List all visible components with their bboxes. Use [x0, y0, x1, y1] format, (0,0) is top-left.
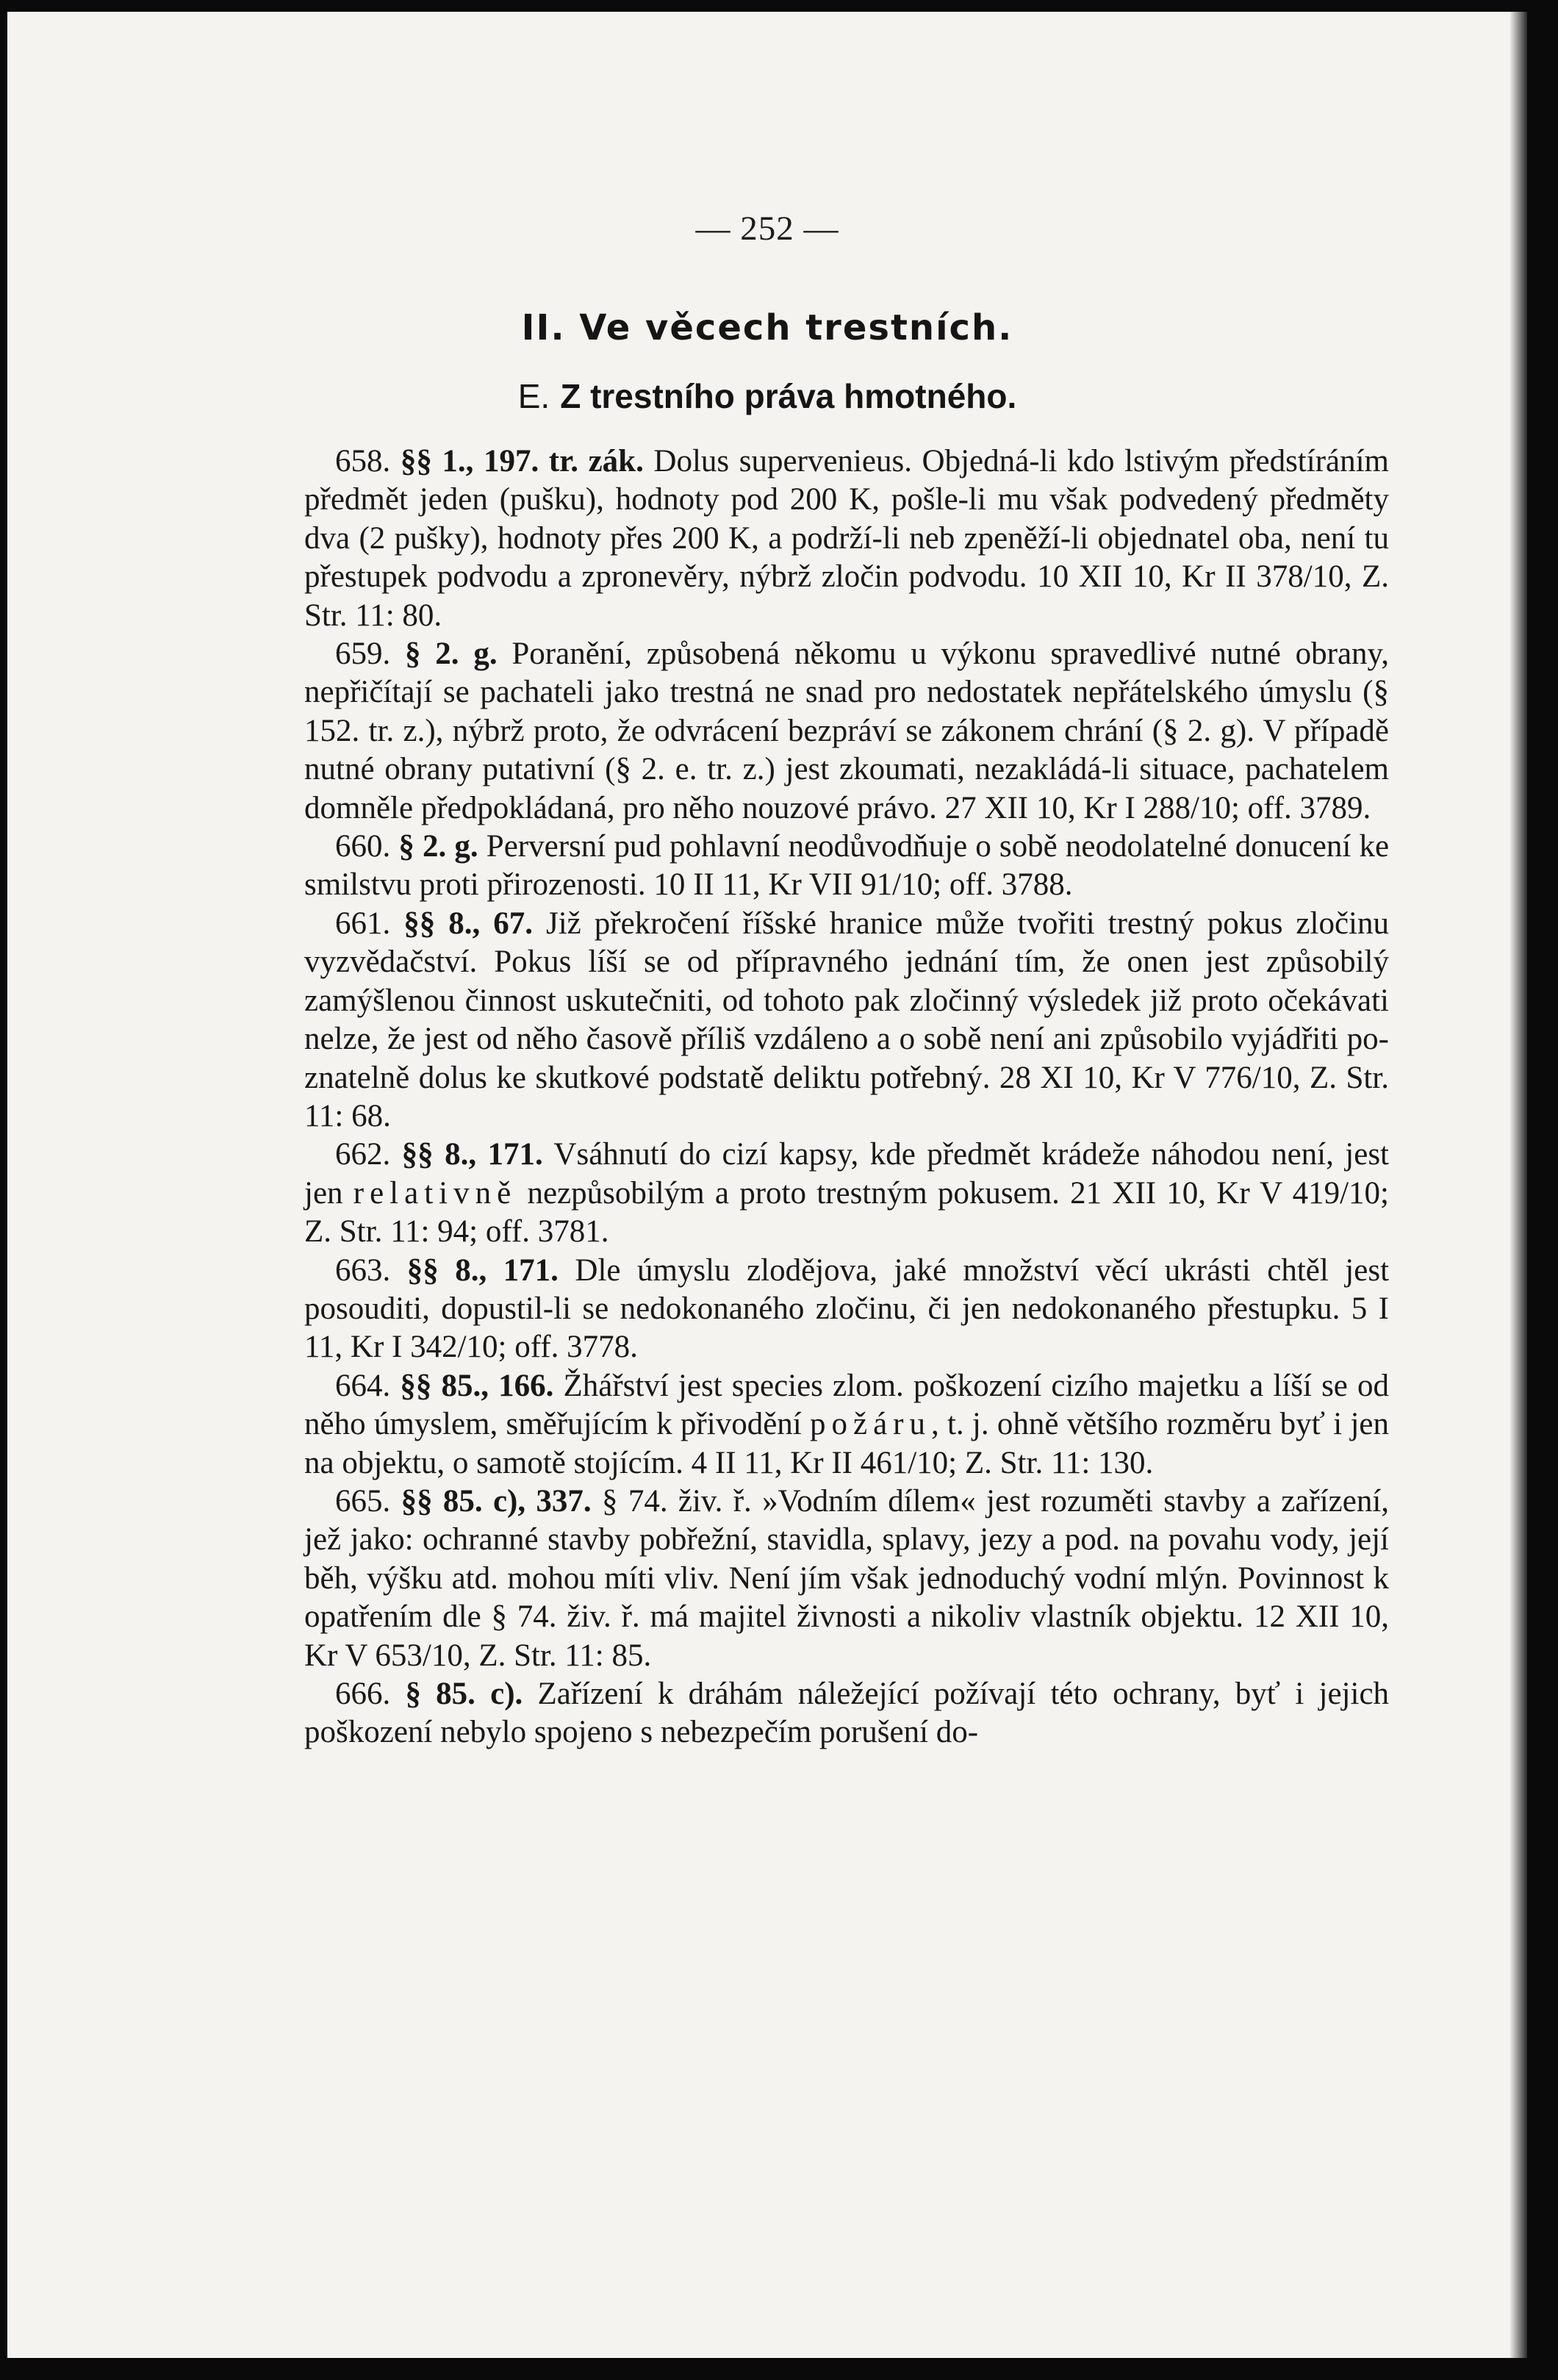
- entry-number: 665.: [335, 1483, 391, 1519]
- entry-text: Zařízení k dráhám náležející požívají této ochrany, byť i jejich poškození nebylo spojeno s nebezpečím porušení do-: [304, 1677, 1390, 1750]
- page-edge-shadow: [1509, 12, 1527, 2358]
- entry-number: 660.: [335, 829, 391, 864]
- entry-number: 659.: [335, 637, 391, 672]
- subsection-letter: E.: [517, 377, 550, 415]
- entry-text: , t. j. ohně většího rozměru byť i jen na objektu, o samotě stojícím. 4 II 11, Kr II 461/10; Z. Str. 11: 130.: [304, 1407, 1389, 1480]
- subsection-title: [7, 376, 1527, 416]
- entry-number: 666.: [335, 1677, 391, 1711]
- entry-662: [304, 1136, 1389, 1251]
- entry-text: Dolus supervenieus. Objedná-li kdo lstivým předstíráním předmět jeden (pušku), hodnoty pod 200 K, pošle-li mu však podvedený předměty dva (2 pušky), hodnoty přes 200 K, a podrží-li neb zpeněží-li objednatel oba, není tu přestupek podvodu a zpronevěry, nýbrž zločin podvodu. 10 XII 10, Kr II 378/10, Z. Str. 11: 80.: [304, 444, 1390, 633]
- entry-reference: §§ 85. c), 337.: [401, 1483, 592, 1519]
- entry-number: 662.: [335, 1137, 391, 1172]
- entry-text: Již překročení říšské hranice může tvořiti trestný pokus zločinu vyzvědačství. Pokus líší se od přípravného jednání tím, že onen jest způsobilý zamýšlenou činnost uskutečniti, od tohoto pak zločinný výsledek již proto očekávati nelze, že jest od něho časově příliš vzdáleno a o sobě není ani způsobilo vyjádřiti poznatelně dolus ke skutkové podstatě deliktu potřebný. 28 XI 10, Kr V 776/10, Z. Str. 11: 68.: [304, 906, 1389, 1133]
- entry-reference: § 2. g.: [398, 829, 478, 864]
- entry-665: [304, 1483, 1389, 1675]
- entry-text: Dle úmyslu zlodějova, jaké množství věcí ukrásti chtěl jest posouditi, dopustil-li se nedokonaného zločinu, či jen nedokonaného přestupku. 5 I 11, Kr I 342/10; off. 3778.: [304, 1252, 1390, 1365]
- entry-666: [304, 1675, 1389, 1752]
- entry-text: Perversní pud pohlavní neodůvodňuje o sobě neodolatelné donucení ke smilstvu proti přirozenosti. 10 II 11, Kr VII 91/10; off. 3788.: [304, 829, 1390, 903]
- entry-reference: §§ 8., 67.: [403, 906, 533, 941]
- entry-663: [304, 1252, 1389, 1367]
- entry-658: [304, 442, 1389, 635]
- subsection-title-text: Z trestního práva hmotného.: [560, 377, 1017, 415]
- entry-reference: § 2. g.: [405, 637, 498, 672]
- entry-661: [304, 905, 1389, 1136]
- entry-text: § 74. živ. ř. »Vodním dílem« jest rozuměti stavby a zařízení, jež jako: ochranné stavby pobřežní, stavidla, splavy, jezy a pod. na povahu vody, její běh, výšku atd. mohou míti vliv. Není jím však jednoduchý vodní mlýn. Povinnost k opatřením dle § 74. živ. ř. má majitel živnosti a nikoliv vlastník objektu. 12 XII 10, Kr V 653/10, Z. Str. 11: 85.: [304, 1483, 1390, 1673]
- entry-664: [304, 1367, 1389, 1483]
- page-number: — 252 —: [695, 209, 839, 248]
- entry-reference: §§ 85., 166.: [400, 1368, 554, 1403]
- entry-reference: §§ 8., 171.: [406, 1252, 559, 1288]
- entry-spaced-word: relativně: [353, 1175, 517, 1211]
- entry-660: [304, 828, 1389, 905]
- book-page: [7, 12, 1527, 2358]
- entry-spaced-word: požáru: [809, 1407, 931, 1442]
- entry-reference: §§ 1., 197. tr. zák.: [400, 444, 644, 478]
- entry-text: Poranění, způsobená někomu u výkonu spravedlivé nutné obrany, nepřičítají se pachateli jako trestná ne snad pro nedostatek nepřátelského úmyslu (§ 152. tr. z.), nýbrž proto, že odvrácení bezpráví se zákonem chrání (§ 2. g). V případě nutné obrany putativní (§ 2. e. tr. z.) jest zkoumati, nezakládá-li situace, pachatelem domněle předpokládaná, pro něho nouzové právo. 27 XII 10, Kr I 288/10; off. 3789.: [304, 637, 1390, 825]
- entry-reference: §§ 8., 171.: [401, 1137, 543, 1172]
- entries-body: [304, 442, 1389, 1752]
- entry-659: [304, 635, 1389, 828]
- entry-text: Vsáhnutí do cizí kapsy, kde předmět krádeže náhodou není, jest jen: [304, 1137, 1390, 1211]
- entry-number: 664.: [335, 1368, 391, 1403]
- entry-number: 661.: [335, 906, 391, 941]
- entry-number: 663.: [335, 1252, 391, 1288]
- section-title: II. Ve věcech trestních.: [521, 307, 1013, 348]
- entry-text: nezpůsobilým a proto trestným pokusem. 21 XII 10, Kr V 419/10; Z. Str. 11: 94; off. 3781.: [304, 1175, 1390, 1250]
- entry-number: 658.: [335, 444, 391, 478]
- entry-text: Žhářství jest species zlom. poškození cizího majetku a líší se od něho úmyslem, směřujícím k přivodění: [304, 1368, 1390, 1442]
- entry-reference: § 85. c).: [405, 1677, 523, 1711]
